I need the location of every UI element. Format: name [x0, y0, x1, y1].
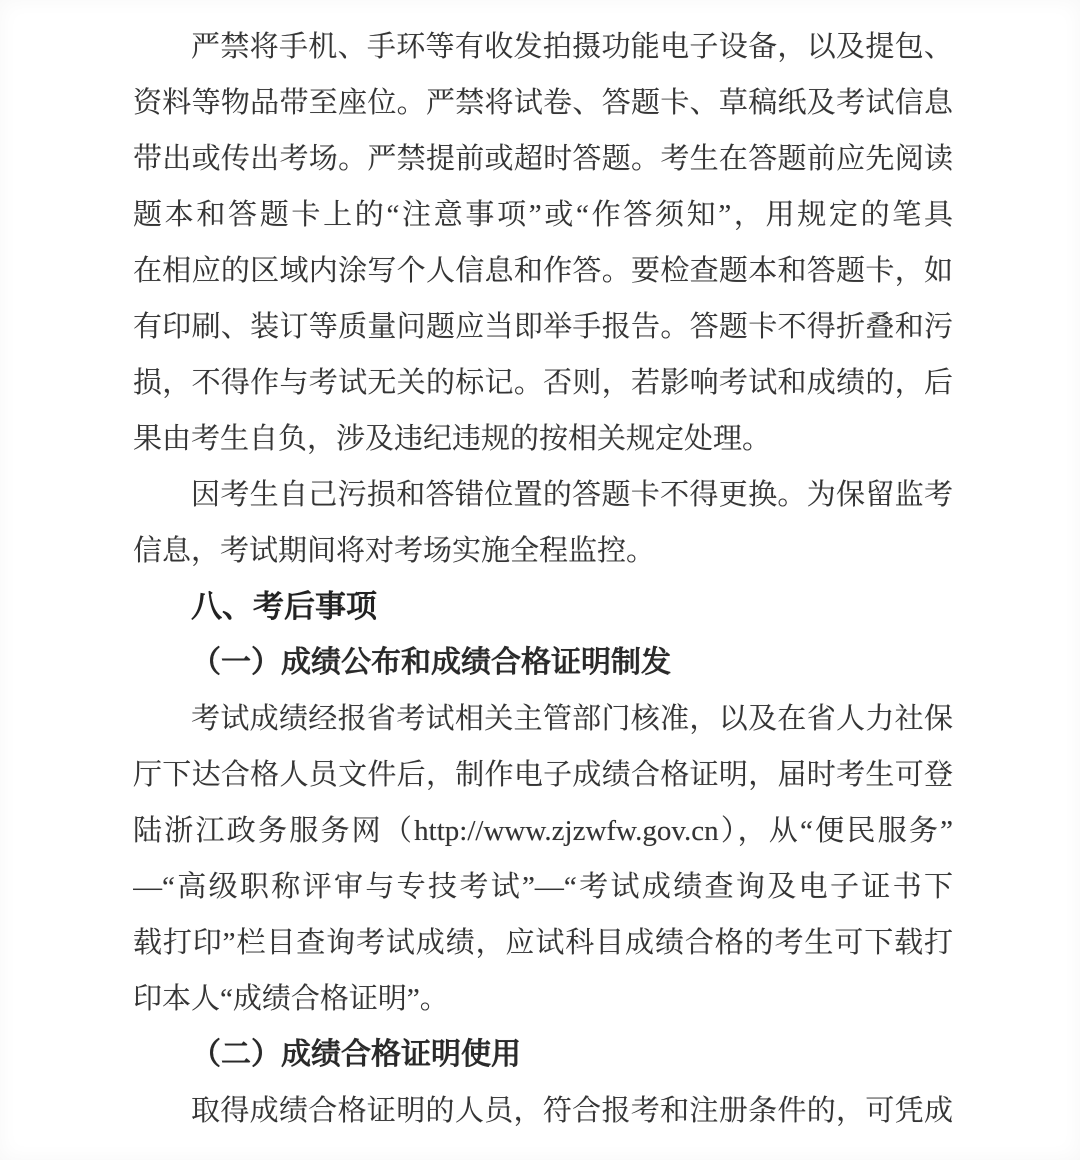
subsection-heading: （二）成绩合格证明使用 [191, 1038, 521, 1071]
subsection-heading: （一）成绩公布和成绩合格证明制发 [191, 646, 671, 679]
section-heading: 八、考后事项 [191, 589, 377, 624]
body-line: 有印刷、装订等质量问题应当即举手报告。答题卡不得折叠和污 [133, 311, 953, 343]
body-line: 厅下达合格人员文件后，制作电子成绩合格证明，届时考生可登 [133, 759, 953, 791]
body-line: —“高级职称评审与专技考试”—“考试成绩查询及电子证书下 [133, 871, 953, 903]
body-line: 严禁将手机、手环等有收发拍摄功能电子设备，以及提包、 [191, 31, 953, 63]
body-line: 陆浙江政务服务网（http://www.zjzwfw.gov.cn），从“便民服务” [133, 815, 953, 847]
body-line: 印本人“成绩合格证明”。 [133, 983, 449, 1015]
document-body [133, 19, 953, 1139]
body-line: 损，不得作与考试无关的标记。否则，若影响考试和成绩的，后 [133, 367, 953, 399]
body-line: 因考生自己污损和答错位置的答题卡不得更换。为保留监考 [191, 479, 953, 511]
body-line: 考试成绩经报省考试相关主管部门核准，以及在省人力社保 [191, 703, 953, 735]
body-line: 资料等物品带至座位。严禁将试卷、答题卡、草稿纸及考试信息 [133, 87, 953, 119]
body-line: 题本和答题卡上的“注意事项”或“作答须知”，用规定的笔具 [133, 199, 953, 231]
body-line: 取得成绩合格证明的人员，符合报考和注册条件的，可凭成 [191, 1095, 953, 1127]
body-line: 在相应的区域内涂写个人信息和作答。要检查题本和答题卡，如 [133, 255, 953, 287]
body-line: 载打印”栏目查询考试成绩，应试科目成绩合格的考生可下载打 [133, 927, 953, 959]
body-line: 带出或传出考场。严禁提前或超时答题。考生在答题前应先阅读 [133, 143, 953, 175]
body-line: 信息，考试期间将对考场实施全程监控。 [133, 535, 656, 567]
body-line: 果由考生自负，涉及违纪违规的按相关规定处理。 [133, 423, 772, 455]
